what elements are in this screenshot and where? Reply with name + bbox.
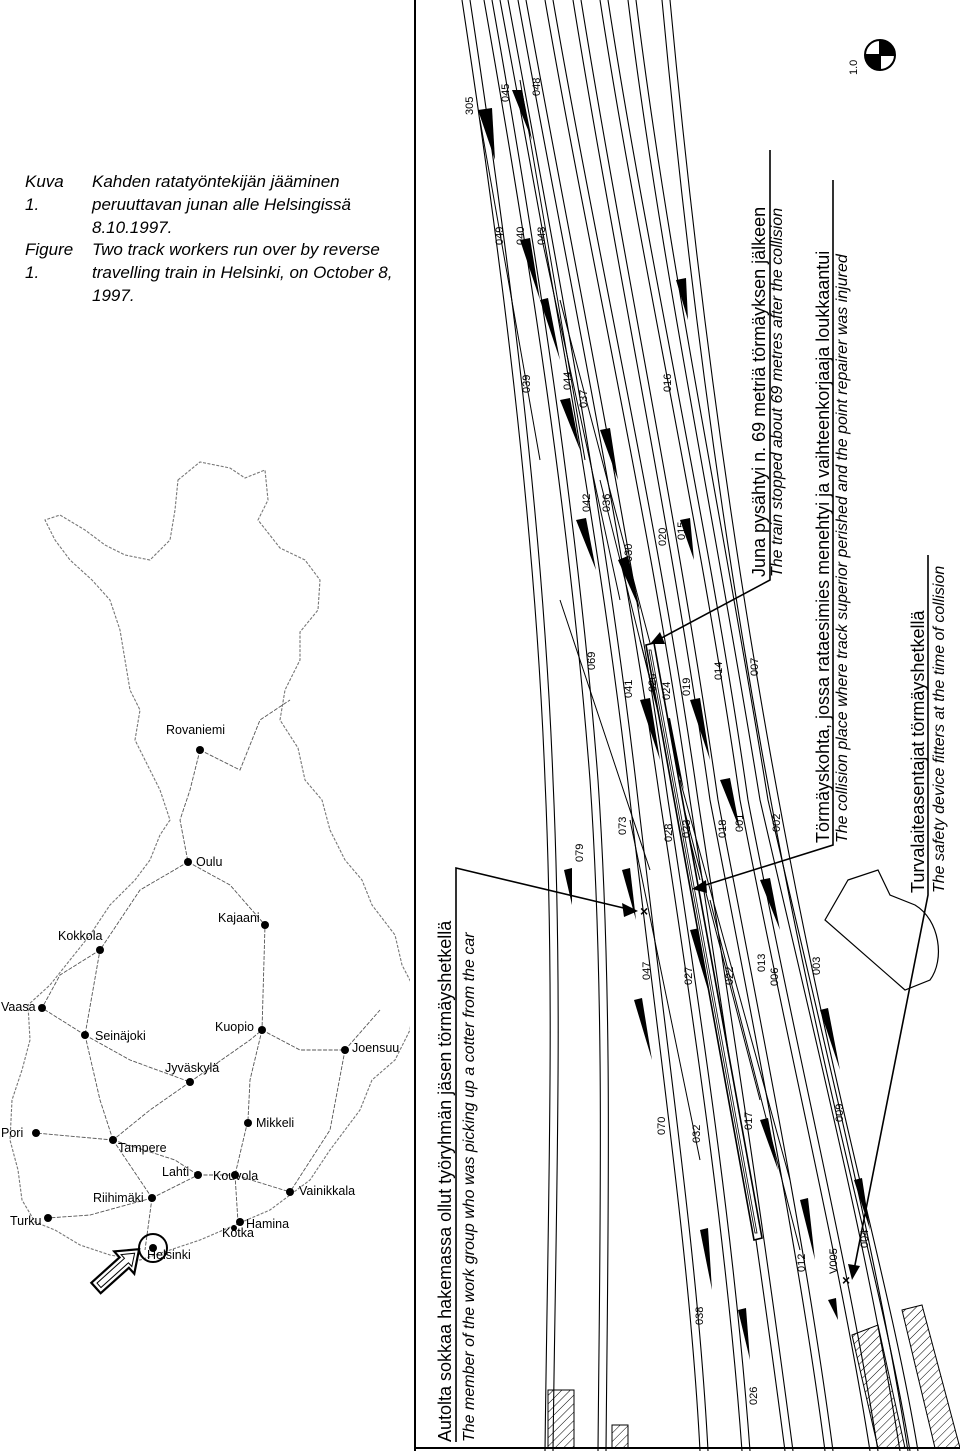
city-markers bbox=[32, 746, 349, 1252]
switch-label: 042 bbox=[581, 493, 593, 512]
city-label-vaasa: Vaasa bbox=[1, 1000, 36, 1014]
annotation-fitters-fi: Turvalaiteasentajat törmäyshetkellä bbox=[908, 610, 928, 893]
switch-label: 079 bbox=[574, 843, 586, 862]
platforms bbox=[548, 1305, 960, 1448]
switch-label: 006 bbox=[769, 967, 781, 986]
city-label-kotka: Kotka bbox=[222, 1226, 254, 1240]
switch-label: 048 bbox=[531, 77, 543, 96]
annotation-collision-fi: Törmäyskohta, jossa rataesimies menehtyi ja vaihteenkorjaaja loukkaantui bbox=[813, 250, 833, 843]
switch-label: 047 bbox=[641, 961, 653, 980]
city-label-kajaani: Kajaani bbox=[218, 911, 260, 925]
switch-label: 070 bbox=[656, 1116, 668, 1135]
switch-label: 004 bbox=[859, 1229, 871, 1248]
switch-label: 037 bbox=[578, 389, 590, 408]
switch-label: 043 bbox=[536, 226, 548, 245]
switch-label: 030 bbox=[623, 543, 635, 562]
cross-icon: × bbox=[842, 1272, 851, 1288]
switch-label: 001 bbox=[734, 813, 746, 832]
city-label-riihimaki: Riihimäki bbox=[93, 1191, 144, 1205]
caption-fi-label: Kuva 1. bbox=[25, 172, 64, 214]
switch-label: 020 bbox=[657, 527, 669, 546]
city-label-kokkola: Kokkola bbox=[58, 929, 103, 943]
switch-label: 012 bbox=[796, 1253, 808, 1272]
annotation-fitters-en: The safety device fitters at the time of collision bbox=[931, 565, 948, 893]
switch-label: V005 bbox=[828, 1248, 840, 1274]
switch-label: 013 bbox=[756, 953, 768, 972]
caption-en-text: Two track workers run over by reverse travelling train in Helsinki, on October 8, 1997. bbox=[92, 240, 393, 305]
switch-label: 305 bbox=[464, 96, 476, 115]
annotation-worker-fi: Autolta sokkaa hakemassa ollut työryhmän jäsen törmäyshetkellä bbox=[435, 920, 455, 1442]
city-label-joensuu: Joensuu bbox=[352, 1041, 400, 1055]
switch-label: 041 bbox=[623, 679, 635, 698]
city-label-tampere: Tampere bbox=[118, 1141, 167, 1155]
switch-label: 018 bbox=[717, 819, 729, 838]
switch-label: 022 bbox=[724, 966, 736, 985]
switch-label: 032 bbox=[691, 1124, 703, 1143]
switch-label: 003 bbox=[811, 956, 823, 975]
city-label-oulu: Oulu bbox=[196, 855, 223, 869]
annotation-train-stop-en: The train stopped about 69 metres after the collision bbox=[769, 207, 786, 577]
switch-label: 073 bbox=[617, 816, 629, 835]
switch-label: 039 bbox=[521, 374, 533, 393]
switch-label: 069 bbox=[586, 651, 598, 670]
switch-label: 028 bbox=[663, 823, 675, 842]
track-plan bbox=[410, 0, 960, 1451]
switch-label: 016 bbox=[662, 373, 674, 392]
switch-label: 023 bbox=[681, 819, 693, 838]
arrowhead bbox=[622, 903, 638, 917]
city-label-kouvola: Kouvola bbox=[213, 1169, 259, 1183]
switch-markers bbox=[478, 90, 870, 1360]
city-label-kuopio: Kuopio bbox=[215, 1020, 254, 1034]
city-label-rovaniemi: Rovaniemi bbox=[166, 723, 226, 737]
switch-label: 015 bbox=[676, 521, 688, 540]
annotation-worker-en: The member of the work group who was picking up a cotter from the car bbox=[461, 932, 478, 1442]
switch-label: 026 bbox=[748, 1386, 760, 1405]
switch-label: 017 bbox=[743, 1111, 755, 1130]
orientation-label: 1.0 bbox=[848, 59, 860, 75]
switch-label: 002 bbox=[771, 813, 783, 832]
switch-label: 045 bbox=[500, 83, 512, 102]
switch-label: 007 bbox=[749, 657, 761, 676]
railway-network bbox=[36, 700, 380, 1250]
caption-fi-text: Kahden ratatyöntekijän jääminen peruuttavan junan alle Helsingissä 8.10.1997. bbox=[92, 172, 351, 237]
switch-label: 019 bbox=[681, 677, 693, 696]
switch-label: 024 bbox=[661, 681, 673, 700]
switch-label: 026 bbox=[647, 673, 659, 692]
switch-label: 036 bbox=[601, 493, 613, 512]
city-label-jyvaskyla: Jyväskylä bbox=[165, 1061, 220, 1075]
switch-label: 040 bbox=[515, 226, 527, 245]
switch-label: 049 bbox=[494, 226, 506, 245]
city-label-seinajoki: Seinäjoki bbox=[95, 1029, 146, 1043]
switch-label: 044 bbox=[562, 371, 574, 390]
city-label-hamina: Hamina bbox=[246, 1217, 290, 1231]
switch-label: 038 bbox=[694, 1306, 706, 1325]
finland-map bbox=[0, 440, 410, 1320]
switch-label: 014 bbox=[713, 661, 725, 680]
annotation-collision-en: The collision place where track superior perished and the point repairer was injured bbox=[834, 254, 851, 843]
switch-label: 009 bbox=[834, 1103, 846, 1122]
north-arrow-icon bbox=[865, 40, 895, 70]
caption-en-label: Figure 1. bbox=[25, 240, 74, 282]
city-label-mikkeli: Mikkeli bbox=[256, 1116, 295, 1130]
city-label-helsinki: Helsinki bbox=[147, 1248, 191, 1262]
annotation-train-stop-fi: Juna pysähtyi n. 69 metriä törmäyksen jälkeen bbox=[749, 206, 769, 577]
switch-label: 027 bbox=[683, 966, 695, 985]
city-label-pori: Pori bbox=[1, 1126, 24, 1140]
city-label-turku: Turku bbox=[10, 1214, 42, 1228]
cross-icon: × bbox=[640, 903, 649, 919]
city-label-lahti: Lahti bbox=[162, 1165, 190, 1179]
city-label-vainikkala: Vainikkala bbox=[299, 1184, 356, 1198]
